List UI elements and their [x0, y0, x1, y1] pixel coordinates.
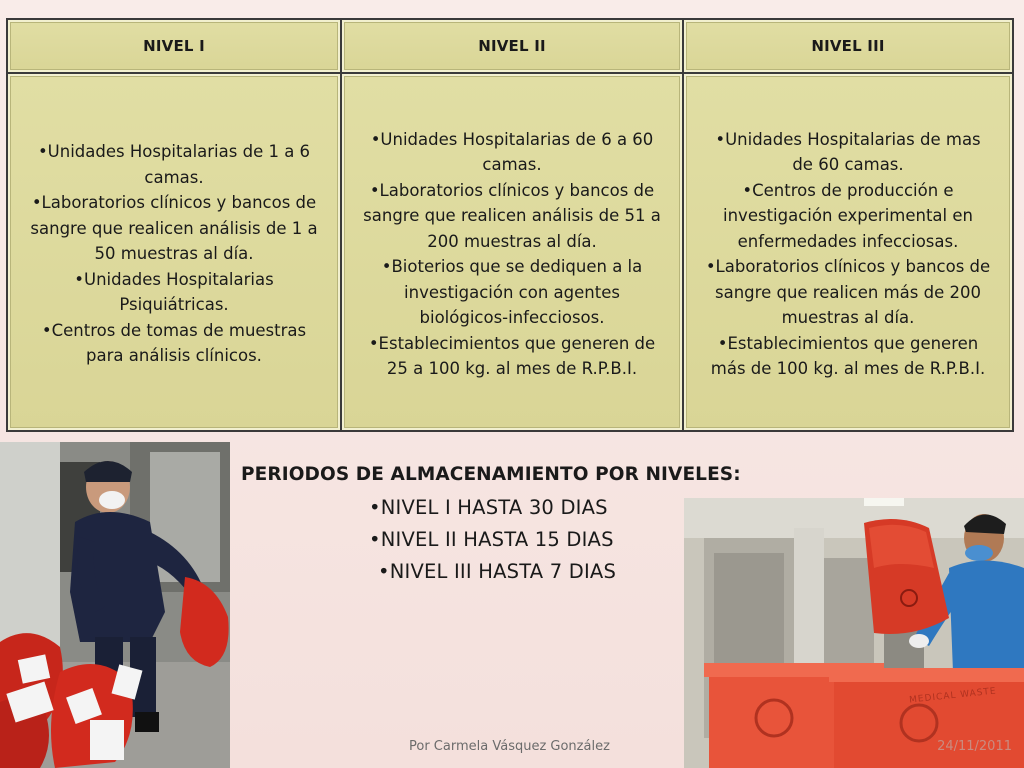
cell-line: biológicos-infecciosos. [419, 308, 605, 327]
cell-line: enfermedades infecciosas. [737, 231, 959, 251]
footer-author: Por Carmela Vásquez González [409, 739, 610, 754]
cell-line: •Centros de producción e [742, 180, 954, 200]
photo-worker-red-bags [0, 442, 230, 768]
cell-line: •Laboratorios clínicos y bancos de [31, 193, 317, 213]
cell-line: •Establecimientos que generen de [368, 333, 656, 353]
header-nivel-2: NIVEL II [342, 20, 682, 72]
cell-line: 200 muestras al día. [427, 231, 597, 251]
period-nivel-3: •NIVEL III HASTA 7 DIAS [378, 560, 617, 583]
levels-table [6, 18, 1014, 432]
cell-line: sangre que realicen análisis de 51 a [363, 206, 661, 225]
periods-title: PERIODOS DE ALMACENAMIENTO POR NIVELES: [241, 464, 741, 485]
period-nivel-2: •NIVEL II HASTA 15 DIAS [369, 528, 614, 551]
cell-line: •Laboratorios clínicos y bancos de [705, 257, 991, 276]
cell-line: •Laboratorios clínicos y bancos de [369, 180, 655, 200]
bin-label: MEDICAL WASTE [908, 686, 998, 706]
cell-line: 50 muestras al día. [94, 244, 254, 264]
cell-line: más de 100 kg. al mes de R.P.B.I. [710, 359, 986, 378]
cell-line: Psiquiátricas. [119, 295, 229, 315]
footer-date: 24/11/2011 [937, 739, 1012, 754]
photo-worker-red-containers [684, 498, 1024, 768]
cell-line: •Unidades Hospitalarias de 6 a 60 [370, 129, 654, 149]
cell-line: 25 a 100 kg. al mes de R.P.B.I. [386, 359, 638, 378]
cell-nivel-2 [342, 74, 682, 430]
cell-nivel-3 [684, 74, 1012, 430]
cell-line: investigación experimental en [723, 206, 973, 225]
cell-line: muestras al día. [781, 308, 915, 327]
cell-line: •Unidades Hospitalarias de 1 a 6 [37, 142, 311, 162]
cell-line: camas. [482, 155, 542, 174]
cell-line: •Unidades Hospitalarias de mas [715, 129, 981, 149]
cell-line: •Unidades Hospitalarias [74, 269, 274, 289]
cell-line: •Bioterios que se dediquen a la [381, 257, 643, 276]
cell-line: camas. [144, 167, 204, 187]
cell-line: sangre que realicen más de 200 [715, 282, 981, 302]
cell-line: •Centros de tomas de muestras [41, 320, 307, 340]
header-nivel-3: NIVEL III [684, 20, 1012, 72]
header-nivel-1: NIVEL I [8, 20, 340, 72]
cell-line: sangre que realicen análisis de 1 a [30, 218, 318, 238]
period-nivel-1: •NIVEL I HASTA 30 DIAS [369, 496, 608, 519]
cell-nivel-1 [8, 74, 340, 430]
cell-line: •Establecimientos que generen [717, 333, 979, 353]
cell-line: investigación con agentes [404, 282, 620, 302]
cell-line: para análisis clínicos. [86, 346, 262, 366]
cell-line: de 60 camas. [792, 155, 904, 174]
